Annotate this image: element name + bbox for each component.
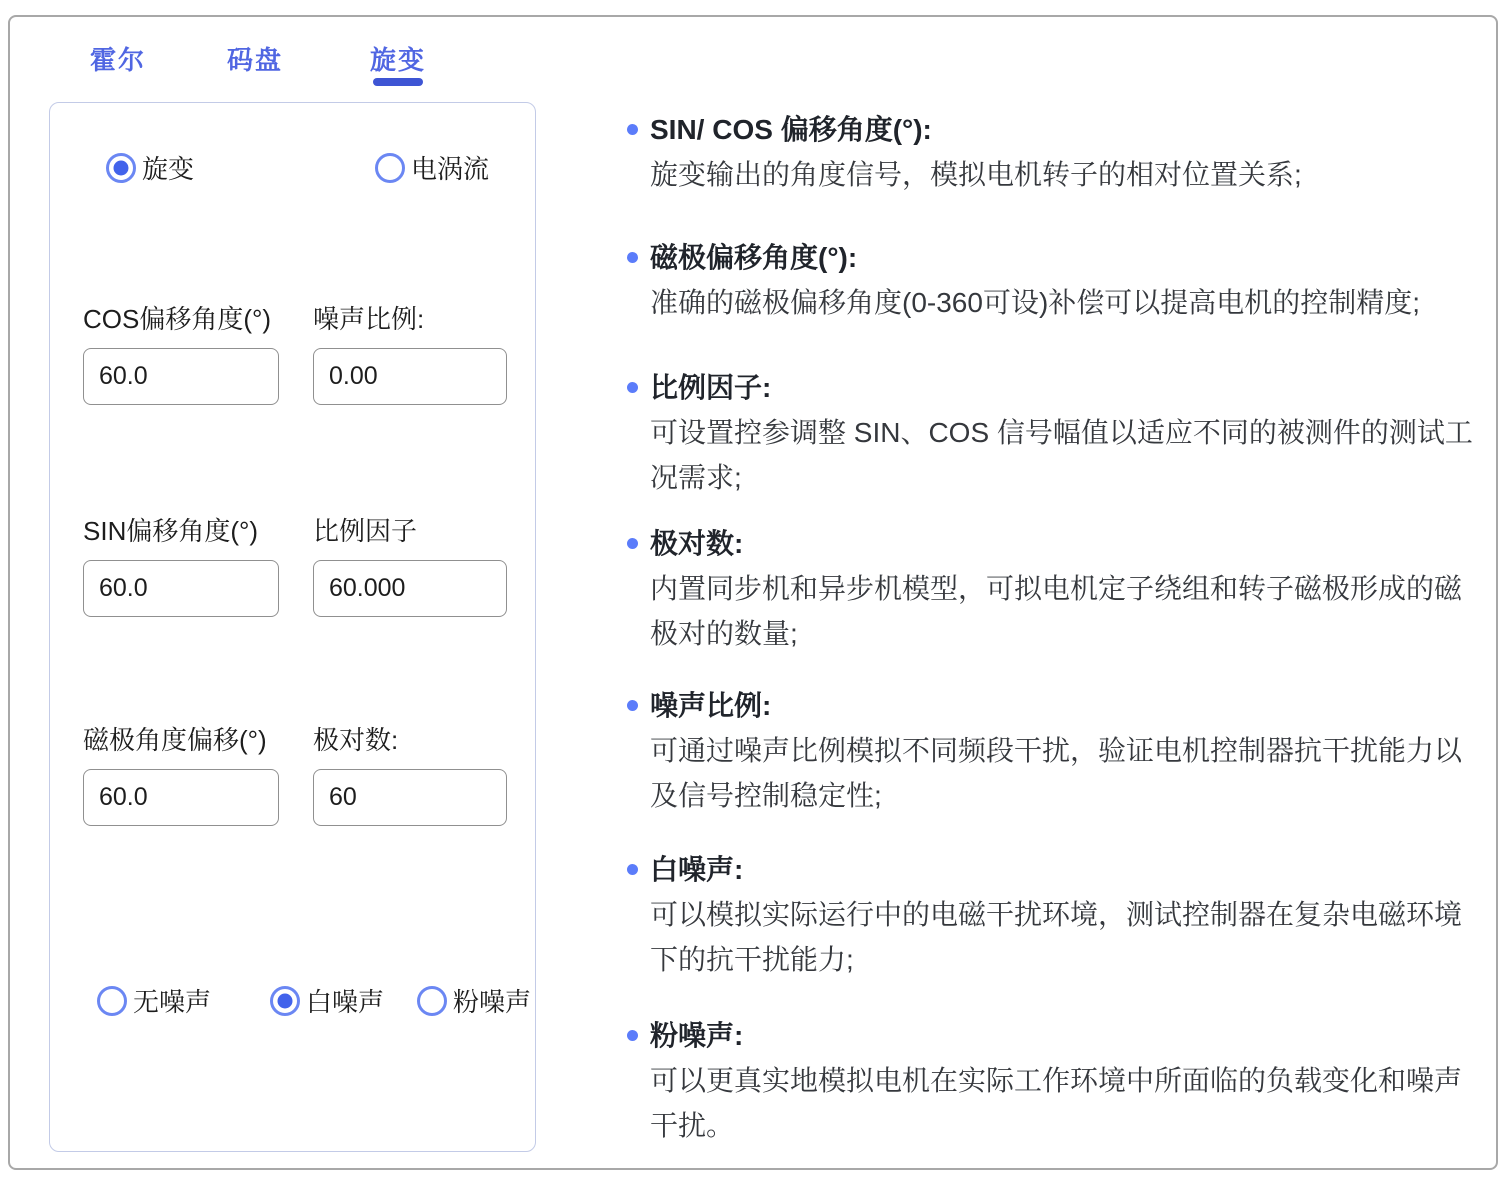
glossary-term: SIN/ COS 偏移角度(°): <box>650 114 932 145</box>
glossary-term: 噪声比例: <box>650 690 772 721</box>
tab-resolver[interactable] <box>370 44 426 76</box>
glossary-desc: 可通过噪声比例模拟不同频段干扰，验证电机控制器抗干扰能力以及信号控制稳定性; <box>650 735 1463 811</box>
cos-offset-input[interactable] <box>83 348 279 405</box>
glossary-desc: 准确的磁极偏移角度(0-360可设)补偿可以提高电机的控制精度; <box>650 287 1421 318</box>
tab-active-underline <box>373 78 423 86</box>
glossary-desc: 旋变输出的角度信号，模拟电机转子的相对位置关系; <box>650 159 1302 190</box>
field-noise-ratio <box>313 299 507 405</box>
radio-white-noise-label: 白噪声 <box>306 987 385 1017</box>
noise-ratio-input[interactable] <box>313 348 507 405</box>
glossary-desc: 可设置控参调整 SIN、COS 信号幅值以适应不同的被测件的测试工况需求; <box>650 417 1473 493</box>
glossary-item-white-noise <box>627 848 1481 982</box>
bullet-icon <box>627 252 638 263</box>
bullet-icon <box>627 700 638 711</box>
glossary-desc: 可以模拟实际运行中的电磁干扰环境，测试控制器在复杂电磁环境下的抗干扰能力; <box>650 899 1463 975</box>
pole-angle-offset-input[interactable] <box>83 769 279 826</box>
sin-offset-label: SIN偏移角度(°) <box>83 516 259 546</box>
glossary-item-pole-offset <box>627 236 1481 325</box>
field-pole-angle-offset <box>83 720 279 826</box>
glossary-item-scale-factor <box>627 366 1481 500</box>
tab-encoder-label: 码盘 <box>227 45 284 75</box>
glossary-item-sin-cos-offset <box>627 108 1481 197</box>
resolver-settings-panel <box>49 102 536 1152</box>
scale-factor-label: 比例因子 <box>313 516 418 546</box>
field-cos-offset <box>83 299 279 405</box>
glossary-term: 白噪声: <box>650 854 744 885</box>
radio-resolver-label: 旋变 <box>142 154 195 184</box>
bullet-icon <box>627 864 638 875</box>
radio-circle-icon <box>106 153 136 183</box>
radio-pink-noise[interactable] <box>417 982 531 1019</box>
cos-offset-label: COS偏移角度(°) <box>83 304 272 334</box>
radio-pink-noise-label: 粉噪声 <box>453 987 532 1017</box>
pole-angle-offset-label: 磁极角度偏移(°) <box>83 725 267 755</box>
pole-pairs-label: 极对数: <box>313 725 399 755</box>
scale-factor-input[interactable] <box>313 560 507 617</box>
bullet-icon <box>627 1030 638 1041</box>
field-pole-pairs <box>313 720 507 826</box>
tab-encoder[interactable] <box>227 44 283 76</box>
glossary-item-pink-noise <box>627 1014 1481 1148</box>
glossary-item-noise-ratio <box>627 684 1481 818</box>
tab-resolver-label: 旋变 <box>370 45 427 75</box>
radio-white-noise[interactable] <box>270 982 384 1019</box>
glossary-desc: 可以更真实地模拟电机在实际工作环境中所面临的负载变化和噪声干扰。 <box>650 1065 1463 1141</box>
radio-eddy-current[interactable] <box>375 149 489 186</box>
glossary-term: 磁极偏移角度(°): <box>650 242 858 273</box>
tab-hall-label: 霍尔 <box>90 45 147 75</box>
field-sin-offset <box>83 511 279 617</box>
radio-circle-icon <box>417 986 447 1016</box>
glossary-term: 比例因子: <box>650 372 772 403</box>
radio-no-noise-label: 无噪声 <box>133 987 212 1017</box>
bullet-icon <box>627 382 638 393</box>
sin-offset-input[interactable] <box>83 560 279 617</box>
pole-pairs-input[interactable] <box>313 769 507 826</box>
glossary-term: 粉噪声: <box>650 1020 744 1051</box>
noise-ratio-label: 噪声比例: <box>313 304 425 334</box>
bullet-icon <box>627 124 638 135</box>
radio-circle-icon <box>97 986 127 1016</box>
radio-circle-icon <box>270 986 300 1016</box>
radio-no-noise[interactable] <box>97 982 211 1019</box>
glossary-term: 极对数: <box>650 528 744 559</box>
field-scale-factor <box>313 511 507 617</box>
radio-resolver[interactable] <box>106 149 194 186</box>
bullet-icon <box>627 538 638 549</box>
glossary-item-pole-pairs <box>627 522 1481 656</box>
radio-circle-icon <box>375 153 405 183</box>
tab-hall[interactable] <box>90 44 146 76</box>
radio-eddy-current-label: 电涡流 <box>411 154 490 184</box>
glossary-desc: 内置同步机和异步机模型，可拟电机定子绕组和转子磁极形成的磁极对的数量; <box>650 573 1463 649</box>
